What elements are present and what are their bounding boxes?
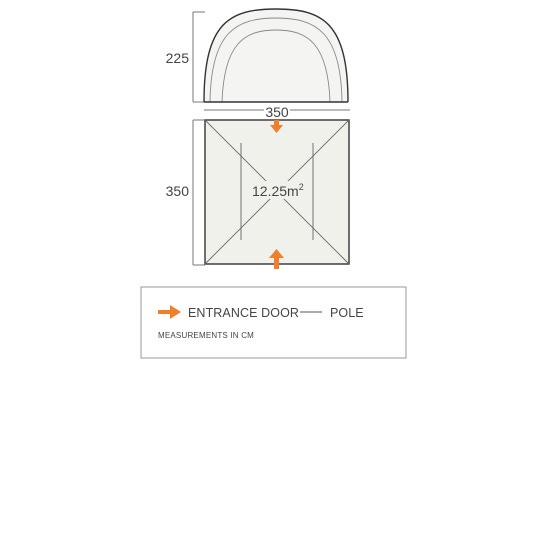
floor-area-label bbox=[252, 182, 304, 199]
tent-floor-plan bbox=[166, 104, 350, 269]
width-dimension-label: 350 bbox=[265, 104, 289, 120]
legend-entrance-label: ENTRANCE DOOR bbox=[188, 306, 300, 320]
depth-dimension-label: 350 bbox=[165, 183, 189, 199]
height-dimension-label: 225 bbox=[165, 50, 189, 66]
floor-area-value: 12.25m bbox=[252, 183, 299, 199]
tent-elevation bbox=[166, 9, 348, 102]
legend-measurements-note: MEASUREMENTS IN CM bbox=[158, 331, 255, 340]
legend-pole-label: POLE bbox=[330, 306, 364, 320]
legend-frame bbox=[141, 287, 406, 358]
floor-area-superscript: 2 bbox=[298, 182, 304, 192]
dome-outer-outline bbox=[204, 9, 348, 102]
legend-box bbox=[141, 287, 406, 358]
